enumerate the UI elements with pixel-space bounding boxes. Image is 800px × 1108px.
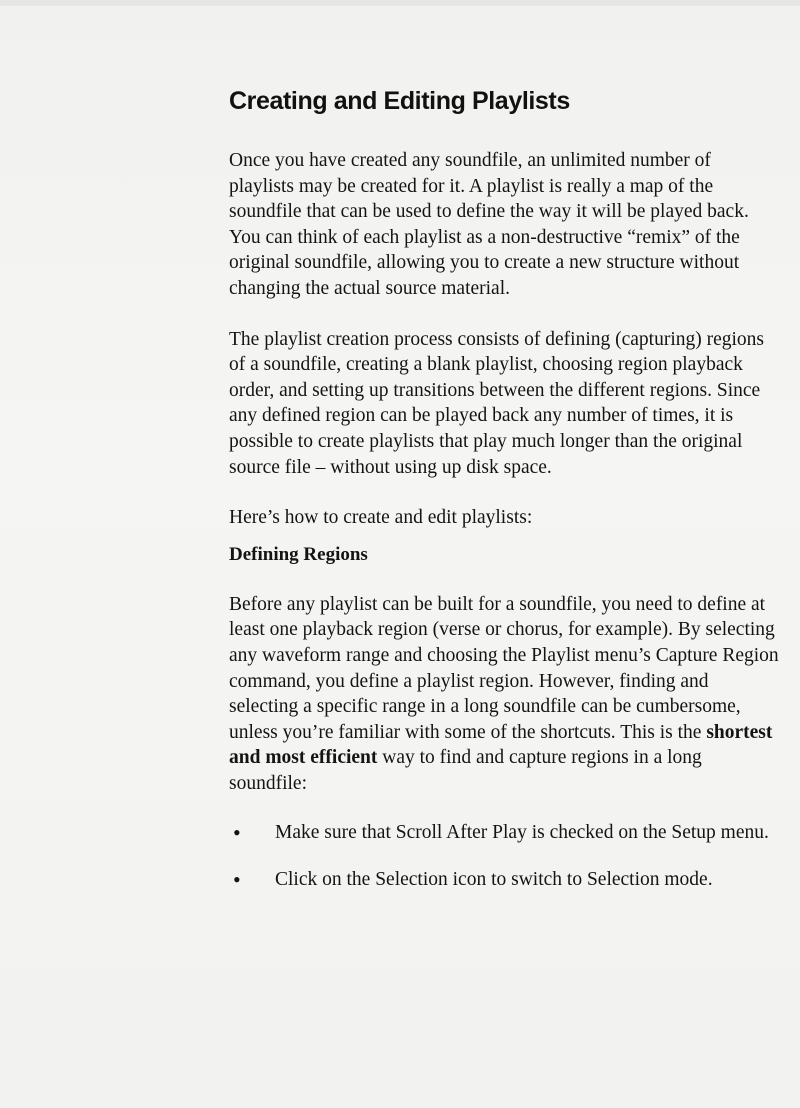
list-item-text: Make sure that Scroll After Play is checked on the Setup menu. xyxy=(275,822,769,844)
intro-paragraph: Once you have created any soundfile, an unlimited number of playlists may be created for it. A playlist is really a map of the soundfile that can be used to define the way it will be played back. You can think of each playlist as a non-destructive “remix” of the original soundfile, allowing you to create a new structure without changing the actual source material. xyxy=(229,150,749,299)
list-item xyxy=(229,820,775,846)
content-column xyxy=(229,84,789,914)
howto-paragraph: Here’s how to create and edit playlists: xyxy=(229,507,533,529)
steps-list xyxy=(229,820,789,892)
list-item xyxy=(229,867,775,893)
regions-paragraph-end: way to find and capture regions in a long soundfile: xyxy=(229,747,702,794)
list-item-text: Click on the Selection icon to switch to Selection mode. xyxy=(275,869,713,891)
regions-paragraph xyxy=(229,592,779,797)
process-paragraph: The playlist creation process consists of defining (capturing) regions of a soundfile, creating a blank playlist, choosing region playback order, and setting up transitions between the different regions. Since any defined region can be played back any number of times, it is possible to create playlists that play much longer than the original source file – without using up disk space. xyxy=(229,328,765,478)
section-subheading: Defining Regions xyxy=(229,543,368,565)
page-edge xyxy=(0,0,800,6)
page-title: Creating and Editing Playlists xyxy=(229,87,570,115)
regions-paragraph-emphasis: shortest and most efficient xyxy=(229,721,773,769)
regions-paragraph-start: Before any playlist can be built for a soundfile, you need to define at least one playback region (verse or chorus, for example). By selecting any waveform range and choosing the Playlist menu’s Capture Region command, you define a playlist region. However, finding and selecting a specific range in a long soundfile can be cumbersome, unless you’re familiar with some of the shortcuts. This is the xyxy=(229,593,779,743)
bullet-icon: • xyxy=(233,820,241,846)
bullet-icon: • xyxy=(233,867,241,893)
